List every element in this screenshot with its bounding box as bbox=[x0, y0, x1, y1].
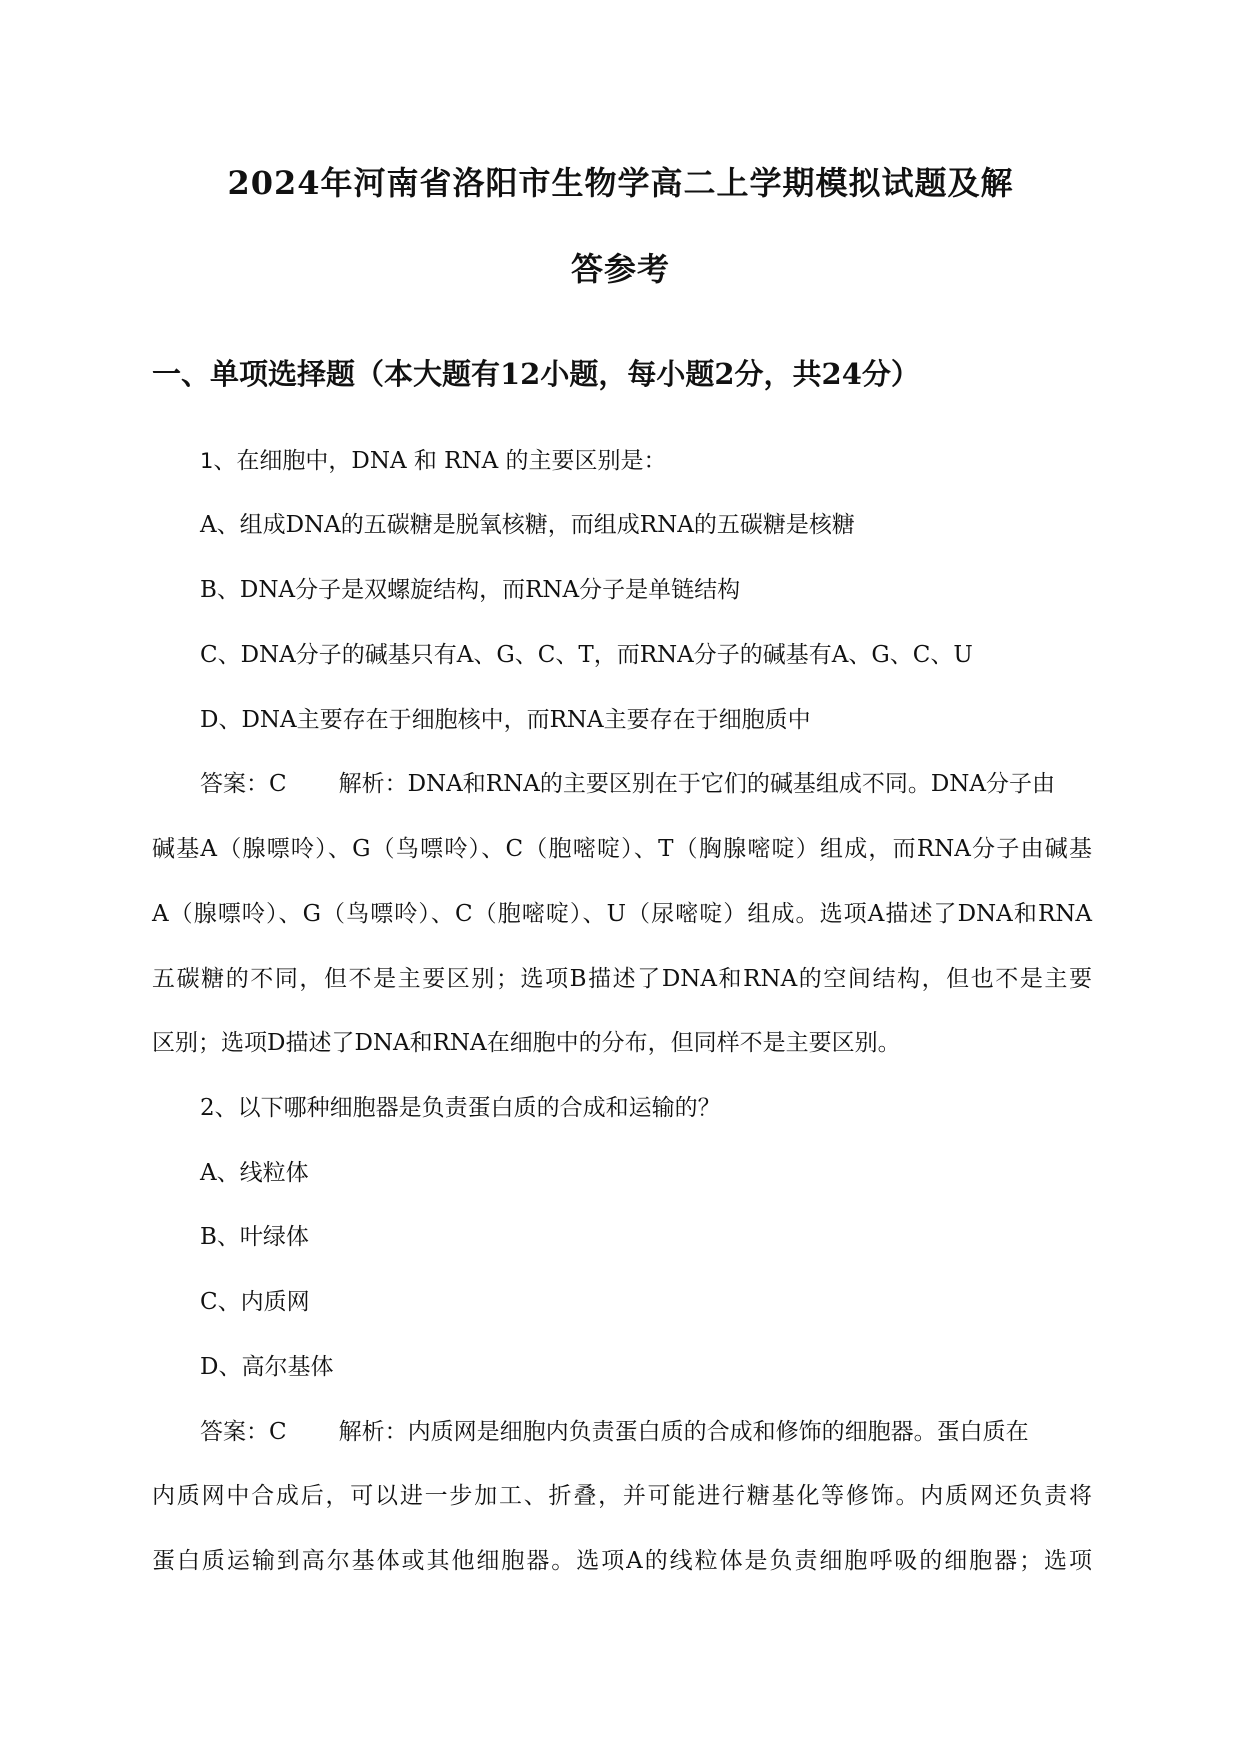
answer-label: 答案：C bbox=[200, 771, 287, 797]
document-title-line-1: 2024年河南省洛阳市生物学高二上学期模拟试题及解 bbox=[227, 164, 1014, 202]
question-1-option-d: D、DNA主要存在于细胞核中，而RNA主要存在于细胞质中 bbox=[200, 707, 811, 733]
question-number: 1 bbox=[200, 449, 214, 473]
section-heading: 一、单项选择题（本大题有12小题，每小题2分，共24分） bbox=[152, 357, 920, 391]
question-1-option-a: A、组成DNA的五碳糖是脱氧核糖，而组成RNA的五碳糖是核糖 bbox=[200, 512, 855, 538]
question-2-option-c: C、内质网 bbox=[200, 1289, 310, 1315]
question-2-option-b: B、叶绿体 bbox=[200, 1224, 309, 1250]
question-1-option-b: B、DNA分子是双螺旋结构，而RNA分子是单链结构 bbox=[200, 577, 741, 603]
question-1-analysis-line-5: 区别；选项D描述了DNA和RNA在细胞中的分布，但同样不是主要区别。 bbox=[152, 1030, 901, 1056]
question-2-answer-line bbox=[200, 1413, 1029, 1446]
document-title-line-2: 答参考 bbox=[570, 250, 670, 288]
question-1-option-c: C、DNA分子的碱基只有A、G、C、T，而RNA分子的碱基有A、G、C、U bbox=[200, 642, 973, 668]
question-1-analysis-line-3: A（腺嘌呤）、G（鸟嘌呤）、C（胞嘧啶）、U（尿嘧啶）组成。选项A描述了DNA和RNA bbox=[152, 901, 1092, 927]
answer-label: 答案：C bbox=[200, 1419, 287, 1445]
question-number: 2 bbox=[200, 1095, 215, 1121]
question-2-option-a: A、线粒体 bbox=[200, 1160, 309, 1186]
question-1-stem bbox=[200, 442, 667, 475]
question-2-stem bbox=[200, 1089, 721, 1122]
question-text: 、以下哪种细胞器是负责蛋白质的合成和运输的？ bbox=[214, 1095, 721, 1121]
question-2-option-d: D、高尔基体 bbox=[200, 1354, 334, 1380]
analysis-text: 解析：DNA和RNA的主要区别在于它们的碱基组成不同。DNA分子由 bbox=[338, 771, 1056, 797]
question-2-analysis-line-3: 蛋白质运输到高尔基体或其他细胞器。选项A的线粒体是负责细胞呼吸的细胞器；选项 bbox=[152, 1548, 1092, 1574]
question-text: 、在细胞中，DNA 和 RNA 的主要区别是： bbox=[213, 448, 667, 474]
question-2-analysis-line-2: 内质网中合成后，可以进一步加工、折叠，并可能进行糖基化等修饰。内质网还负责将 bbox=[152, 1483, 1092, 1509]
question-1-analysis-line-4: 五碳糖的不同，但不是主要区别；选项B描述了DNA和RNA的空间结构，但也不是主要 bbox=[152, 966, 1092, 992]
question-1-answer-line bbox=[200, 765, 1055, 798]
question-1-analysis-line-2: 碱基A（腺嘌呤）、G（鸟嘌呤）、C（胞嘧啶）、T（胸腺嘧啶）组成，而RNA分子由碱基 bbox=[152, 836, 1092, 862]
analysis-text: 解析：内质网是细胞内负责蛋白质的合成和修饰的细胞器。蛋白质在 bbox=[338, 1419, 1029, 1445]
